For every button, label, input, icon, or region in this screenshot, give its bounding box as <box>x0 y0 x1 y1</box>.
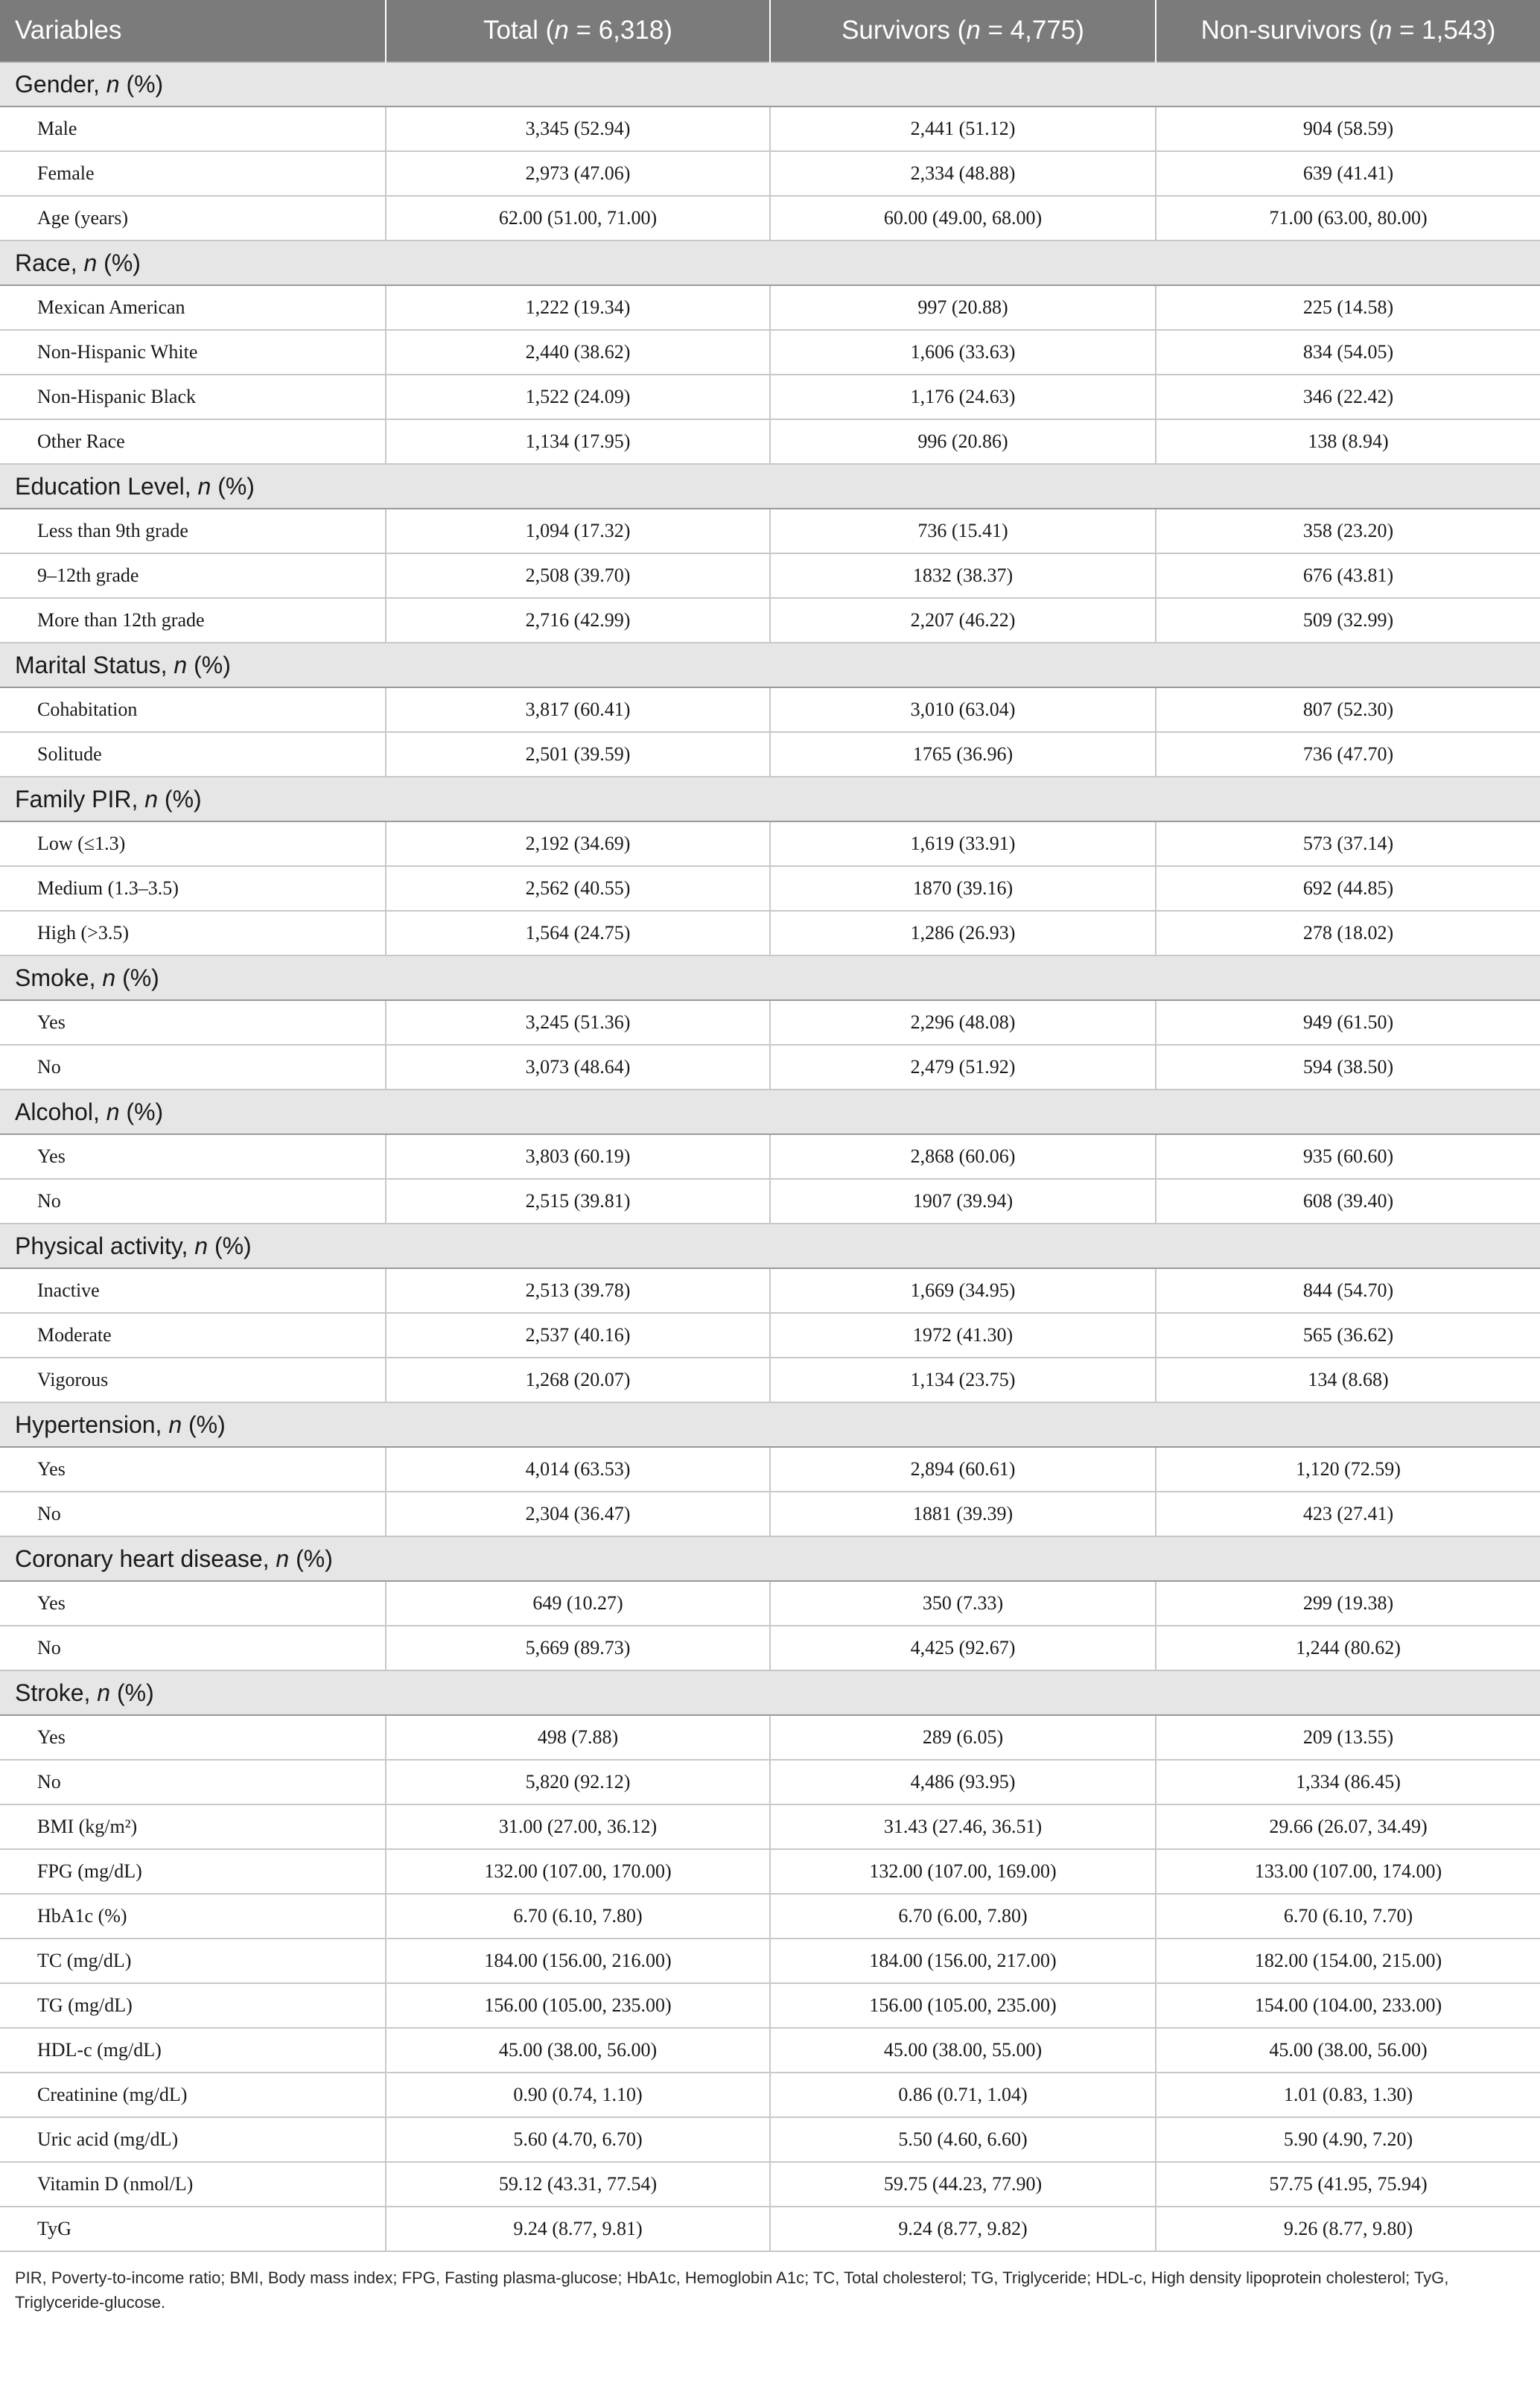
cell-non-survivors: 358 (23.20) <box>1156 509 1540 553</box>
cell-survivors: 3,010 (63.04) <box>770 687 1156 732</box>
cell-non-survivors: 904 (58.59) <box>1156 106 1540 151</box>
cell-variable: Solitude <box>0 732 386 777</box>
cell-total: 3,817 (60.41) <box>386 687 770 732</box>
cell-non-survivors: 565 (36.62) <box>1156 1313 1540 1358</box>
cell-non-survivors: 935 (60.60) <box>1156 1134 1540 1179</box>
cell-variable: Male <box>0 106 386 151</box>
cell-non-survivors: 594 (38.50) <box>1156 1045 1540 1090</box>
table-row <box>0 1626 1540 1670</box>
table-row <box>0 1849 1540 1894</box>
cell-variable: TG (mg/dL) <box>0 1983 386 2028</box>
cell-survivors: 132.00 (107.00, 169.00) <box>770 1849 1156 1894</box>
cell-variable: No <box>0 1626 386 1670</box>
cell-non-survivors: 949 (61.50) <box>1156 1000 1540 1045</box>
section-title: Stroke, n (%) <box>0 1670 1540 1715</box>
table-row <box>0 196 1540 241</box>
cell-total: 2,304 (36.47) <box>386 1492 770 1536</box>
cell-survivors: 2,479 (51.92) <box>770 1045 1156 1090</box>
cell-survivors: 45.00 (38.00, 55.00) <box>770 2028 1156 2073</box>
section-title: Race, n (%) <box>0 241 1540 285</box>
cell-total: 2,973 (47.06) <box>386 151 770 196</box>
section-header-row <box>0 777 1540 821</box>
cell-non-survivors: 278 (18.02) <box>1156 911 1540 955</box>
table-row <box>0 1000 1540 1045</box>
cell-total: 156.00 (105.00, 235.00) <box>386 1983 770 2028</box>
header-row <box>0 0 1540 62</box>
cell-survivors: 1907 (39.94) <box>770 1179 1156 1224</box>
cell-survivors: 997 (20.88) <box>770 285 1156 330</box>
section-header-row <box>0 1090 1540 1134</box>
cell-total: 649 (10.27) <box>386 1581 770 1626</box>
table-row <box>0 1179 1540 1224</box>
section-title: Smoke, n (%) <box>0 955 1540 1000</box>
cell-total: 1,094 (17.32) <box>386 509 770 553</box>
cell-variable: HDL-c (mg/dL) <box>0 2028 386 2073</box>
cell-variable: More than 12th grade <box>0 598 386 643</box>
cell-total: 59.12 (43.31, 77.54) <box>386 2162 770 2207</box>
cell-survivors: 156.00 (105.00, 235.00) <box>770 1983 1156 2028</box>
cell-total: 1,522 (24.09) <box>386 375 770 419</box>
cell-total: 2,562 (40.55) <box>386 866 770 911</box>
cell-total: 1,268 (20.07) <box>386 1358 770 1402</box>
cell-variable: TC (mg/dL) <box>0 1939 386 1983</box>
cell-variable: High (>3.5) <box>0 911 386 955</box>
cell-non-survivors: 1,120 (72.59) <box>1156 1447 1540 1492</box>
section-header-row <box>0 1536 1540 1581</box>
table-body <box>0 62 1540 2251</box>
table-row <box>0 866 1540 911</box>
table-row <box>0 1492 1540 1536</box>
cell-non-survivors: 9.26 (8.77, 9.80) <box>1156 2207 1540 2251</box>
cell-total: 5,820 (92.12) <box>386 1760 770 1804</box>
cell-non-survivors: 573 (37.14) <box>1156 821 1540 866</box>
cell-non-survivors: 225 (14.58) <box>1156 285 1540 330</box>
cell-non-survivors: 71.00 (63.00, 80.00) <box>1156 196 1540 241</box>
section-title: Alcohol, n (%) <box>0 1090 1540 1134</box>
cell-non-survivors: 608 (39.40) <box>1156 1179 1540 1224</box>
cell-variable: Non-Hispanic Black <box>0 375 386 419</box>
cell-total: 9.24 (8.77, 9.81) <box>386 2207 770 2251</box>
cell-total: 2,192 (34.69) <box>386 821 770 866</box>
cell-non-survivors: 676 (43.81) <box>1156 553 1540 598</box>
table-row <box>0 1804 1540 1849</box>
cell-survivors: 4,425 (92.67) <box>770 1626 1156 1670</box>
cell-total: 31.00 (27.00, 36.12) <box>386 1804 770 1849</box>
cell-total: 62.00 (51.00, 71.00) <box>386 196 770 241</box>
cell-variable: Vigorous <box>0 1358 386 1402</box>
cell-variable: Yes <box>0 1000 386 1045</box>
cell-survivors: 2,334 (48.88) <box>770 151 1156 196</box>
table-row <box>0 1983 1540 2028</box>
section-header-row <box>0 464 1540 509</box>
table-row <box>0 1447 1540 1492</box>
section-header-row <box>0 62 1540 106</box>
cell-total: 1,222 (19.34) <box>386 285 770 330</box>
cell-non-survivors: 138 (8.94) <box>1156 419 1540 464</box>
cell-survivors: 2,296 (48.08) <box>770 1000 1156 1045</box>
cell-survivors: 1881 (39.39) <box>770 1492 1156 1536</box>
cell-survivors: 60.00 (49.00, 68.00) <box>770 196 1156 241</box>
cell-total: 3,803 (60.19) <box>386 1134 770 1179</box>
cell-total: 2,537 (40.16) <box>386 1313 770 1358</box>
cell-non-survivors: 182.00 (154.00, 215.00) <box>1156 1939 1540 1983</box>
table-row <box>0 1134 1540 1179</box>
table-row <box>0 732 1540 777</box>
section-header-row <box>0 241 1540 285</box>
cell-total: 1,564 (24.75) <box>386 911 770 955</box>
cell-non-survivors: 346 (22.42) <box>1156 375 1540 419</box>
cell-total: 0.90 (0.74, 1.10) <box>386 2073 770 2117</box>
table-row <box>0 1313 1540 1358</box>
cell-total: 5,669 (89.73) <box>386 1626 770 1670</box>
section-header-row <box>0 1224 1540 1268</box>
cell-survivors: 1870 (39.16) <box>770 866 1156 911</box>
section-title: Coronary heart disease, n (%) <box>0 1536 1540 1581</box>
header-non-survivors: Non-survivors (n = 1,543) <box>1156 0 1540 62</box>
table-row <box>0 2162 1540 2207</box>
cell-total: 1,134 (17.95) <box>386 419 770 464</box>
cell-survivors: 2,207 (46.22) <box>770 598 1156 643</box>
cell-non-survivors: 209 (13.55) <box>1156 1715 1540 1760</box>
cell-survivors: 1832 (38.37) <box>770 553 1156 598</box>
cell-variable: No <box>0 1492 386 1536</box>
cell-survivors: 1,176 (24.63) <box>770 375 1156 419</box>
table-row <box>0 553 1540 598</box>
cell-variable: FPG (mg/dL) <box>0 1849 386 1894</box>
cell-survivors: 1,669 (34.95) <box>770 1268 1156 1313</box>
cell-variable: Less than 9th grade <box>0 509 386 553</box>
cell-variable: 9–12th grade <box>0 553 386 598</box>
cell-variable: TyG <box>0 2207 386 2251</box>
cell-total: 498 (7.88) <box>386 1715 770 1760</box>
cell-variable: Yes <box>0 1134 386 1179</box>
cell-survivors: 184.00 (156.00, 217.00) <box>770 1939 1156 1983</box>
cell-non-survivors: 1,244 (80.62) <box>1156 1626 1540 1670</box>
table-footnote: PIR, Poverty-to-income ratio; BMI, Body mass index; FPG, Fasting plasma-glucose; HbA1c, Hemoglobin A1c; TC, Total cholesterol; TG, Triglyceride; HDL-c, High density lipoprotein cholesterol; TyG, Triglyceride-glucose. <box>15 2268 1449 2312</box>
cell-variable: Moderate <box>0 1313 386 1358</box>
table-row <box>0 1581 1540 1626</box>
table-row <box>0 375 1540 419</box>
cell-variable: Other Race <box>0 419 386 464</box>
table-row <box>0 821 1540 866</box>
cell-survivors: 1,286 (26.93) <box>770 911 1156 955</box>
table-row <box>0 330 1540 375</box>
table-row <box>0 2207 1540 2251</box>
section-header-row <box>0 1402 1540 1447</box>
cell-non-survivors: 736 (47.70) <box>1156 732 1540 777</box>
cell-total: 3,245 (51.36) <box>386 1000 770 1045</box>
cell-total: 2,513 (39.78) <box>386 1268 770 1313</box>
table-row <box>0 687 1540 732</box>
cell-non-survivors: 154.00 (104.00, 233.00) <box>1156 1983 1540 2028</box>
cell-non-survivors: 45.00 (38.00, 56.00) <box>1156 2028 1540 2073</box>
cell-total: 4,014 (63.53) <box>386 1447 770 1492</box>
cell-non-survivors: 639 (41.41) <box>1156 151 1540 196</box>
cell-variable: Non-Hispanic White <box>0 330 386 375</box>
cell-total: 45.00 (38.00, 56.00) <box>386 2028 770 2073</box>
cell-survivors: 9.24 (8.77, 9.82) <box>770 2207 1156 2251</box>
cell-survivors: 59.75 (44.23, 77.90) <box>770 2162 1156 2207</box>
table-row <box>0 2073 1540 2117</box>
table-row <box>0 285 1540 330</box>
cell-non-survivors: 692 (44.85) <box>1156 866 1540 911</box>
cell-variable: Medium (1.3–3.5) <box>0 866 386 911</box>
section-header-row <box>0 955 1540 1000</box>
cell-total: 3,073 (48.64) <box>386 1045 770 1090</box>
cell-variable: BMI (kg/m²) <box>0 1804 386 1849</box>
cell-variable: Age (years) <box>0 196 386 241</box>
cell-non-survivors: 29.66 (26.07, 34.49) <box>1156 1804 1540 1849</box>
cell-non-survivors: 834 (54.05) <box>1156 330 1540 375</box>
table-row <box>0 1358 1540 1402</box>
cell-non-survivors: 1.01 (0.83, 1.30) <box>1156 2073 1540 2117</box>
table-row <box>0 1760 1540 1804</box>
cell-variable: Creatinine (mg/dL) <box>0 2073 386 2117</box>
section-header-row <box>0 1670 1540 1715</box>
cell-survivors: 1,619 (33.91) <box>770 821 1156 866</box>
cell-total: 6.70 (6.10, 7.80) <box>386 1894 770 1939</box>
cell-survivors: 1,134 (23.75) <box>770 1358 1156 1402</box>
cell-non-survivors: 299 (19.38) <box>1156 1581 1540 1626</box>
cell-survivors: 31.43 (27.46, 36.51) <box>770 1804 1156 1849</box>
table-row <box>0 1268 1540 1313</box>
cell-total: 184.00 (156.00, 216.00) <box>386 1939 770 1983</box>
cell-total: 2,501 (39.59) <box>386 732 770 777</box>
table-row <box>0 598 1540 643</box>
cell-variable: Yes <box>0 1447 386 1492</box>
table-row <box>0 911 1540 955</box>
header-survivors: Survivors (n = 4,775) <box>770 0 1156 62</box>
cell-non-survivors: 844 (54.70) <box>1156 1268 1540 1313</box>
section-title: Physical activity, n (%) <box>0 1224 1540 1268</box>
cell-survivors: 2,868 (60.06) <box>770 1134 1156 1179</box>
cell-survivors: 1972 (41.30) <box>770 1313 1156 1358</box>
table-row <box>0 1045 1540 1090</box>
cell-variable: Female <box>0 151 386 196</box>
cell-variable: Cohabitation <box>0 687 386 732</box>
cell-survivors: 6.70 (6.00, 7.80) <box>770 1894 1156 1939</box>
cell-total: 132.00 (107.00, 170.00) <box>386 1849 770 1894</box>
header-variables: Variables <box>0 0 386 62</box>
section-title: Family PIR, n (%) <box>0 777 1540 821</box>
cell-survivors: 5.50 (4.60, 6.60) <box>770 2117 1156 2162</box>
section-title: Hypertension, n (%) <box>0 1402 1540 1447</box>
cell-total: 2,515 (39.81) <box>386 1179 770 1224</box>
cell-variable: No <box>0 1045 386 1090</box>
cell-non-survivors: 6.70 (6.10, 7.70) <box>1156 1894 1540 1939</box>
table-header <box>0 0 1540 62</box>
cell-total: 2,716 (42.99) <box>386 598 770 643</box>
cell-survivors: 736 (15.41) <box>770 509 1156 553</box>
table-row <box>0 1939 1540 1983</box>
cell-variable: Inactive <box>0 1268 386 1313</box>
section-title: Gender, n (%) <box>0 62 1540 106</box>
cell-variable: Vitamin D (nmol/L) <box>0 2162 386 2207</box>
cell-total: 5.60 (4.70, 6.70) <box>386 2117 770 2162</box>
cell-survivors: 996 (20.86) <box>770 419 1156 464</box>
cell-survivors: 289 (6.05) <box>770 1715 1156 1760</box>
cell-survivors: 1,606 (33.63) <box>770 330 1156 375</box>
table-row <box>0 1894 1540 1939</box>
table-row <box>0 2117 1540 2162</box>
table-row <box>0 509 1540 553</box>
cell-total: 3,345 (52.94) <box>386 106 770 151</box>
cell-survivors: 2,441 (51.12) <box>770 106 1156 151</box>
header-total: Total (n = 6,318) <box>386 0 770 62</box>
cell-survivors: 1765 (36.96) <box>770 732 1156 777</box>
table-row <box>0 1715 1540 1760</box>
cell-variable: Yes <box>0 1581 386 1626</box>
cell-non-survivors: 423 (27.41) <box>1156 1492 1540 1536</box>
cell-non-survivors: 134 (8.68) <box>1156 1358 1540 1402</box>
table-row <box>0 2028 1540 2073</box>
section-header-row <box>0 643 1540 687</box>
cell-survivors: 4,486 (93.95) <box>770 1760 1156 1804</box>
cell-total: 2,440 (38.62) <box>386 330 770 375</box>
cell-variable: Yes <box>0 1715 386 1760</box>
cell-non-survivors: 509 (32.99) <box>1156 598 1540 643</box>
cell-variable: No <box>0 1179 386 1224</box>
cell-variable: HbA1c (%) <box>0 1894 386 1939</box>
cell-survivors: 0.86 (0.71, 1.04) <box>770 2073 1156 2117</box>
cell-variable: Mexican American <box>0 285 386 330</box>
cell-survivors: 2,894 (60.61) <box>770 1447 1156 1492</box>
cell-non-survivors: 1,334 (86.45) <box>1156 1760 1540 1804</box>
cell-non-survivors: 807 (52.30) <box>1156 687 1540 732</box>
cell-variable: No <box>0 1760 386 1804</box>
cell-non-survivors: 133.00 (107.00, 174.00) <box>1156 1849 1540 1894</box>
cell-non-survivors: 5.90 (4.90, 7.20) <box>1156 2117 1540 2162</box>
table-row <box>0 151 1540 196</box>
cell-non-survivors: 57.75 (41.95, 75.94) <box>1156 2162 1540 2207</box>
section-title: Marital Status, n (%) <box>0 643 1540 687</box>
table-row <box>0 106 1540 151</box>
cell-variable: Uric acid (mg/dL) <box>0 2117 386 2162</box>
cell-variable: Low (≤1.3) <box>0 821 386 866</box>
section-title: Education Level, n (%) <box>0 464 1540 509</box>
table-row <box>0 419 1540 464</box>
cell-survivors: 350 (7.33) <box>770 1581 1156 1626</box>
cell-total: 2,508 (39.70) <box>386 553 770 598</box>
